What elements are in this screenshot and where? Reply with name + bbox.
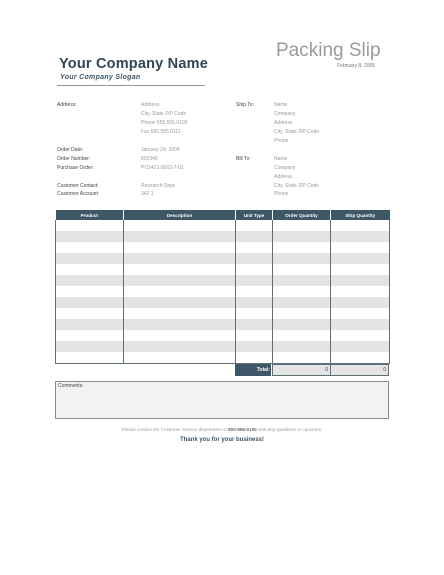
table-cell[interactable]: [273, 352, 331, 364]
ship-to-line: Name: [274, 102, 288, 108]
table-cell[interactable]: [331, 341, 390, 352]
table-cell[interactable]: [56, 264, 124, 275]
total-label: Total:: [235, 364, 271, 376]
seller-address-line: Phone 555.555.0100: [141, 120, 188, 126]
table-cell[interactable]: [236, 253, 273, 264]
column-header-unit-type: Unit Type: [236, 210, 273, 220]
items-table-body: [56, 220, 390, 364]
ship-to-label: Ship To:: [236, 102, 254, 108]
table-row: [56, 286, 390, 297]
table-cell[interactable]: [273, 341, 331, 352]
table-cell[interactable]: [331, 275, 390, 286]
order-date-label: Order Date:: [57, 147, 84, 153]
table-cell[interactable]: [56, 352, 124, 364]
ship-to-line: Company: [274, 111, 296, 117]
table-cell[interactable]: [124, 352, 236, 364]
company-slogan: Your Company Slogan: [60, 74, 141, 81]
comments-box[interactable]: [55, 381, 389, 419]
table-cell[interactable]: [331, 253, 390, 264]
table-cell[interactable]: [124, 253, 236, 264]
column-header-ship-quantity: Ship Quantity: [331, 210, 390, 220]
table-cell[interactable]: [56, 242, 124, 253]
table-header-row: [56, 210, 390, 220]
customer-account-value: 342.1: [141, 191, 154, 197]
bill-to-line: Address: [274, 174, 293, 180]
table-cell[interactable]: [331, 286, 390, 297]
table-cell[interactable]: [56, 297, 124, 308]
order-number-label: Order Number:: [57, 156, 91, 162]
table-cell[interactable]: [56, 330, 124, 341]
table-row: [56, 220, 390, 231]
items-table: [55, 210, 390, 364]
total-order-quantity[interactable]: 0: [272, 364, 331, 376]
column-header-order-quantity: Order Quantity: [273, 210, 331, 220]
table-row: [56, 264, 390, 275]
table-cell[interactable]: [236, 352, 273, 364]
document-date: February 8, 2005: [337, 63, 376, 69]
table-cell[interactable]: [331, 352, 390, 364]
table-row: [56, 308, 390, 319]
table-cell[interactable]: [124, 286, 236, 297]
address-label: Address:: [57, 102, 77, 108]
bill-to-label: Bill To:: [236, 156, 251, 162]
table-cell[interactable]: [331, 242, 390, 253]
table-row: [56, 253, 390, 264]
ship-to-line: Phone: [274, 138, 289, 144]
table-cell[interactable]: [236, 319, 273, 330]
order-date-value: January 24, 2004: [141, 147, 180, 153]
ship-to-line: Address: [274, 120, 293, 126]
table-row: [56, 341, 390, 352]
bill-to-line: Company: [274, 165, 296, 171]
table-row: [56, 297, 390, 308]
company-name: Your Company Name: [59, 56, 208, 72]
purchase-order-label: Purchase Order:: [57, 165, 94, 171]
footer-note-text: with any questions or concerns.: [256, 427, 323, 432]
thank-you-message: Thank you for your business!: [179, 437, 264, 443]
table-cell[interactable]: [273, 286, 331, 297]
table-cell[interactable]: [124, 220, 236, 231]
table-cell[interactable]: [273, 242, 331, 253]
table-cell[interactable]: [331, 330, 390, 341]
table-cell[interactable]: [56, 275, 124, 286]
table-row: [56, 242, 390, 253]
bill-to-line: Name: [274, 156, 288, 162]
table-cell[interactable]: [331, 319, 390, 330]
table-cell[interactable]: [124, 341, 236, 352]
table-cell[interactable]: [56, 319, 124, 330]
table-row: [56, 330, 390, 341]
table-cell[interactable]: [273, 231, 331, 242]
table-cell[interactable]: [236, 231, 273, 242]
table-cell[interactable]: [331, 220, 390, 231]
header-divider: [57, 85, 205, 86]
table-cell[interactable]: [124, 330, 236, 341]
table-cell[interactable]: [273, 308, 331, 319]
seller-address-line: City, State ZIP Code: [141, 111, 187, 117]
table-cell[interactable]: [56, 286, 124, 297]
table-cell[interactable]: [236, 297, 273, 308]
table-cell[interactable]: [236, 275, 273, 286]
table-cell[interactable]: [331, 297, 390, 308]
table-row: [56, 319, 390, 330]
customer-contact-value: Research Dept.: [141, 183, 176, 189]
document-title: Packing Slip: [276, 40, 381, 61]
table-cell[interactable]: [331, 308, 390, 319]
customer-contact-label: Customer Contact:: [57, 183, 99, 189]
table-cell[interactable]: [124, 275, 236, 286]
table-cell[interactable]: [273, 275, 331, 286]
table-cell[interactable]: [236, 286, 273, 297]
bill-to-line: Phone: [274, 191, 289, 197]
table-cell[interactable]: [331, 264, 390, 275]
footer-note: [0, 427, 444, 432]
total-ship-quantity[interactable]: 0: [330, 364, 389, 376]
table-cell[interactable]: [56, 308, 124, 319]
table-cell[interactable]: [236, 308, 273, 319]
table-row: [56, 231, 390, 242]
table-cell[interactable]: [124, 308, 236, 319]
table-cell[interactable]: [56, 231, 124, 242]
comments-label: Comments:: [58, 383, 84, 389]
ship-to-line: City, State ZIP Code: [274, 129, 320, 135]
customer-account-label: Customer Account:: [57, 191, 100, 197]
purchase-order-value: PO2421-8002-7-01: [141, 165, 184, 171]
table-cell[interactable]: [124, 297, 236, 308]
column-header-product: Product: [56, 210, 124, 220]
table-cell[interactable]: [273, 264, 331, 275]
footer-note-text: Please contact the Customer Service department at: [121, 427, 229, 432]
order-number-value: 892340: [141, 156, 158, 162]
table-cell[interactable]: [273, 319, 331, 330]
table-cell[interactable]: [236, 220, 273, 231]
table-cell[interactable]: [124, 242, 236, 253]
table-cell[interactable]: [273, 220, 331, 231]
table-cell[interactable]: [56, 341, 124, 352]
table-cell[interactable]: [236, 330, 273, 341]
table-cell[interactable]: [236, 242, 273, 253]
table-cell[interactable]: [331, 231, 390, 242]
table-row: [56, 352, 390, 364]
customer-service-phone: 800-555-0100: [228, 427, 257, 432]
seller-address-line: Fax 555.555.0111: [141, 129, 181, 135]
table-cell[interactable]: [56, 220, 124, 231]
table-cell[interactable]: [273, 253, 331, 264]
table-cell[interactable]: [124, 264, 236, 275]
bill-to-line: City, State ZIP Code: [274, 183, 320, 189]
column-header-description: Description: [124, 210, 236, 220]
table-cell[interactable]: [236, 341, 273, 352]
table-cell[interactable]: [56, 253, 124, 264]
table-cell[interactable]: [273, 330, 331, 341]
table-cell[interactable]: [273, 297, 331, 308]
table-cell[interactable]: [124, 231, 236, 242]
table-cell[interactable]: [124, 319, 236, 330]
table-cell[interactable]: [236, 264, 273, 275]
seller-address-line: Address: [141, 102, 160, 108]
table-row: [56, 275, 390, 286]
